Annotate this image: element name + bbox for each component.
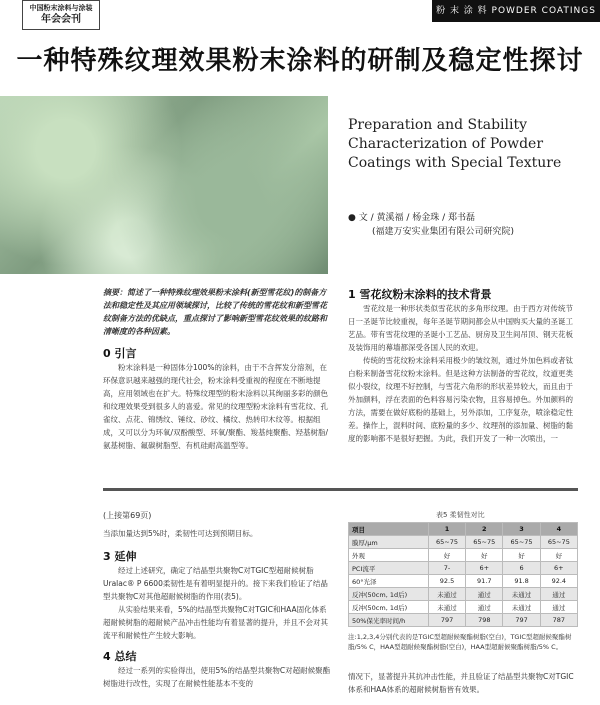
intro-heading: 0 引言	[103, 347, 137, 360]
sec3-heading: 3 延伸	[103, 550, 137, 563]
sec3-p2: 从实验结果来看，5%的结晶型共聚物C对TGIC和HAA固化体系超耐候树脂的超耐候产品冲击性能均有着显著的提升，并且不会对其流平和耐候性产生较大影响。	[103, 605, 328, 640]
table-cell: 通过	[466, 588, 503, 601]
table-cell: 6+	[466, 562, 503, 575]
table-cell: 6	[503, 562, 540, 575]
table-cell: 91.7	[466, 575, 503, 588]
table-row	[349, 562, 578, 575]
sec1-heading: 1 雪花纹粉末涂料的技术背景	[348, 288, 492, 301]
journal-badge	[22, 0, 100, 30]
texture-image	[0, 96, 328, 274]
sec1-p1: 雪花纹是一种形状类似雪花状的多角形纹理。由于西方对传统节日一圣诞节比较重视，每年圣诞节期间都会从中国购买大量的圣诞工艺品。带有雪花纹理的圣诞小工艺品、厨房及卫生间吊顶、钢天花板及装饰用的幕墙都深受各国人民的欢迎。	[348, 304, 573, 352]
table-cell: 好	[503, 549, 540, 562]
table-cell: 60°光泽	[349, 575, 429, 588]
table-cell: 91.8	[503, 575, 540, 588]
comparison-table	[348, 522, 578, 627]
table-header-cell: 3	[503, 523, 540, 536]
affiliation: (福建万安实业集团有限公司研究院)	[372, 227, 515, 237]
table-row	[349, 614, 578, 627]
intro-section	[103, 345, 333, 452]
table-cell: 未通过	[503, 601, 540, 614]
table-cell: 92.5	[428, 575, 465, 588]
table-cell: 50%保光率时间/h	[349, 614, 429, 627]
table-row	[349, 601, 578, 614]
english-title: Preparation and Stability Characterization of Powder Coatings with Special Texture	[348, 117, 562, 171]
table-cell: 反冲(50cm, 1d后)	[349, 588, 429, 601]
table-cell: 65~75	[428, 536, 465, 549]
closing-paragraph: 情况下，显著提升其抗冲击性能，并且验证了结晶型共聚物C对TGIC体系和HAA体系的超耐候树脂皆有效果。	[348, 672, 574, 694]
page-title: 一种特殊纹理效果粉末涂料的研制及稳定性探讨	[16, 46, 584, 76]
table-cell: 7-	[428, 562, 465, 575]
table-cell: PCI流平	[349, 562, 429, 575]
continued-ref: (上接第69页)	[103, 511, 152, 520]
continued-block	[103, 510, 333, 690]
table-row	[349, 575, 578, 588]
table-cell: 通过	[540, 588, 577, 601]
table-cell: 798	[466, 614, 503, 627]
table-cell: 反冲(50cm, 1d后)	[349, 601, 429, 614]
table-cell: 65~75	[503, 536, 540, 549]
table-cell: 797	[503, 614, 540, 627]
table-row	[349, 588, 578, 601]
table-cell: 好	[428, 549, 465, 562]
table-row	[349, 536, 578, 549]
intro-text: 粉末涂料是一种固体分100%的涂料，由于不含挥发分溶剂，在环保意识越来越强的现代社会，粉末涂料受重视的程度在不断地提高，应用领域也在扩大。特殊纹理型的粉末涂料以其绚丽多彩的颜色和纹理效果受到很多人的喜爱。常见的纹理型粉末涂料有雪花纹、孔雀纹、点花、锦绣纹、锤纹、砂纹、橘纹、热转印木纹等。根据组成，又可以分为环氧/双酚酸型、环氧/聚酯、羧基纯聚酯、羟基树脂/氨基树脂、氟碳树脂型、有机硅耐高温型等。	[103, 363, 329, 450]
table-cell: 膜厚/μm	[349, 536, 429, 549]
sec3-p1: 经过上述研究，确定了结晶型共聚物C对TGIC型超耐候树脂Uralac® P 6600柔韧性是有着明显提升的。接下来我们验证了结晶型共聚物C对其他超耐候树脂的作用(表5)。	[103, 566, 328, 601]
table-cell: 797	[428, 614, 465, 627]
table-cell: 787	[540, 614, 577, 627]
table-cell: 92.4	[540, 575, 577, 588]
table-cell: 未通过	[428, 588, 465, 601]
table-cell: 65~75	[540, 536, 577, 549]
table-caption: 表5 柔韧性对比	[436, 511, 485, 519]
table-header-cell: 2	[466, 523, 503, 536]
table-cell: 未通过	[503, 588, 540, 601]
table-cell: 好	[466, 549, 503, 562]
table-header-cell: 4	[540, 523, 577, 536]
table-header-cell: 项目	[349, 523, 429, 536]
table-row	[349, 549, 578, 562]
sec4-p1: 经过一系列的实验得出，使用5%的结晶型共聚物C对超耐候聚酯树脂进行改性，实现了在耐候性能基本不变的	[103, 666, 331, 688]
sec1-p2: 传统的雪花纹粉末涂料采用极少的皱纹剂，通过外加色料或者钛白粉来制备雪花纹粉末涂料。但是这种方法制备的雪花纹，纹道更类似小裂纹，纹理不好控制，与雪花六角形的形状差异较大，而且由于外加颜料，浮在表面的色料容易污染衣物，且容易掉色。外加颜料的方法，需要在做好底粉的基础上，另外添加，工序复杂，喷涂稳定性差。操作上，混料时间、底粉量的多少、纹理剂的添加量、树脂的黏度的影响都不是很好把握。为此，我们开发了一种一次喷出，一	[348, 356, 573, 443]
table-header-row	[349, 523, 578, 536]
journal-name: 中国粉末涂料与涂装	[29, 4, 93, 12]
continued-text: 当添加量达到5%时，柔韧性可达到预期目标。	[103, 529, 258, 538]
divider	[103, 488, 578, 491]
sec4-heading: 4 总结	[103, 650, 137, 663]
table-note: 注:1,2,3,4分别代表的是TGIC型超耐候聚酯树脂(空白)，TGIC型超耐候聚酯树脂/5% C，HAA型超耐候聚酯树脂(空白)，HAA型超耐候聚酯树脂/5% C。	[348, 633, 572, 651]
section-tag: 粉 末 涂 料 POWDER COATINGS	[432, 0, 600, 22]
section-1	[348, 286, 578, 445]
table-cell: 6+	[540, 562, 577, 575]
abstract: 摘要：简述了一种特殊纹理效果粉末涂料(新型雪花纹)的制备方法和稳定性及其应用领域探讨，比较了传统的雪花纹和新型雪花纹制备方法的优缺点，重点探讨了影响新型雪花纹效果的纹路和清晰度的各种因素。	[103, 288, 327, 336]
table-header-cell: 1	[428, 523, 465, 536]
table-cell: 65~75	[466, 536, 503, 549]
table-cell: 好	[540, 549, 577, 562]
table-cell: 通过	[466, 601, 503, 614]
authors: ● 文 / 黄溪福 / 杨金珠 / 郑书磊	[348, 213, 475, 223]
journal-subtitle: 年会会刊	[41, 14, 81, 25]
table-cell: 外观	[349, 549, 429, 562]
table-cell: 未通过	[428, 601, 465, 614]
table-cell: 通过	[540, 601, 577, 614]
